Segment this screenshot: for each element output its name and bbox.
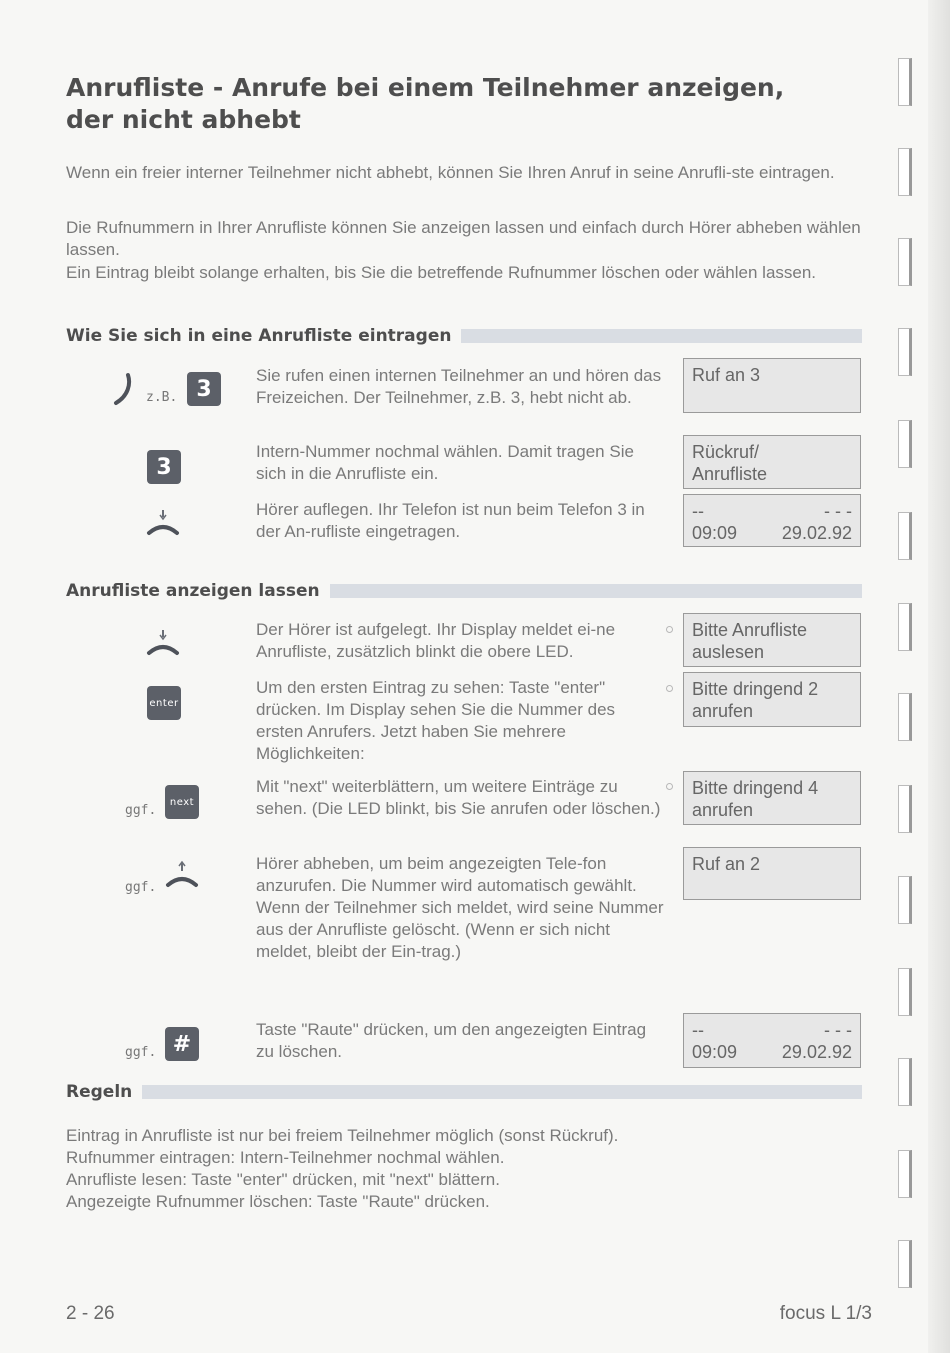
rule-line: Rufnummer eintragen: Intern-Teilnehmer nochmal wählen. bbox=[66, 1148, 505, 1167]
phone-display bbox=[683, 613, 861, 667]
page-title: Anrufliste - Anrufe bei einem Teilnehmer anzeigen, der nicht abhebt bbox=[66, 73, 785, 134]
led-indicator-icon bbox=[666, 783, 673, 790]
register-tab bbox=[898, 328, 912, 376]
step-prefix: ggf. bbox=[125, 880, 157, 895]
display-dashes-left: -- bbox=[692, 1020, 704, 1040]
section-bar bbox=[461, 329, 862, 343]
phone-display bbox=[683, 771, 861, 825]
display-time: 09:09 bbox=[692, 1042, 738, 1062]
phone-display bbox=[683, 847, 861, 900]
display-line-1: Ruf an 2 bbox=[692, 854, 761, 874]
register-tab bbox=[898, 785, 912, 833]
section-heading-label: Anrufliste anzeigen lassen bbox=[66, 581, 320, 601]
step-prefix: ggf. bbox=[125, 803, 157, 818]
step-text: Der Hörer ist aufgelegt. Ihr Display meldet ei-ne Anrufliste, zusätzlich blinkt die obere LED. bbox=[256, 620, 616, 661]
rule-line: Angezeigte Rufnummer löschen: Taste "Raute" drücken. bbox=[66, 1192, 490, 1211]
register-tab bbox=[898, 693, 912, 741]
phone-display bbox=[683, 358, 861, 413]
section-heading-anzeigen bbox=[66, 581, 862, 601]
step-text: Hörer abheben, um beim angezeigten Tele-fon anzurufen. Die Nummer wird automatisch gewählt. Wenn der Teilnehmer sich meldet, wird seine Nummer aus der Anrufliste gelöscht. (Wenn er sich nicht meldet, bleibt der Ein-trag.) bbox=[256, 854, 664, 961]
key-3-icon: 3 bbox=[187, 372, 221, 406]
register-tab bbox=[898, 968, 912, 1016]
display-line-1 bbox=[692, 1019, 852, 1041]
register-tab bbox=[898, 876, 912, 924]
phone-display bbox=[683, 1013, 861, 1068]
display-line-2: anrufen bbox=[692, 800, 754, 820]
register-tab bbox=[898, 1058, 912, 1106]
display-line-1 bbox=[692, 500, 852, 522]
register-tab bbox=[898, 603, 912, 651]
register-tab bbox=[898, 420, 912, 468]
step-text: Taste "Raute" drücken, um den angezeigten Eintrag zu löschen. bbox=[256, 1020, 647, 1061]
display-date: 29.02.92 bbox=[781, 1042, 852, 1062]
display-line-1: Ruf an 3 bbox=[692, 365, 761, 385]
handset-pickup-icon bbox=[164, 860, 200, 890]
section-heading-label: Regeln bbox=[66, 1082, 133, 1102]
hash-key-icon: # bbox=[165, 1027, 199, 1061]
page-edge bbox=[928, 0, 950, 1353]
register-tab bbox=[898, 148, 912, 196]
led-indicator-icon bbox=[666, 685, 673, 692]
intro-paragraph-1: Wenn ein freier interner Teilnehmer nicht abhebt, können Sie Ihren Anruf in seine Anrufli-ste eintragen. bbox=[66, 163, 835, 182]
enter-key-icon: enter bbox=[147, 686, 181, 720]
display-line-2 bbox=[692, 1041, 852, 1063]
intro-paragraph-3: Ein Eintrag bleibt solange erhalten, bis Sie die betreffende Rufnummer löschen oder wählen lassen. bbox=[66, 263, 817, 282]
phone-display bbox=[683, 435, 861, 489]
display-line-1: Bitte Anrufliste bbox=[692, 620, 808, 640]
step-text: Intern-Nummer nochmal wählen. Damit tragen Sie sich in die Anrufliste ein. bbox=[256, 442, 634, 483]
display-dashes-right: - - - bbox=[824, 501, 852, 521]
display-line-2: Anrufliste bbox=[692, 464, 768, 484]
phone-display bbox=[683, 672, 861, 727]
step-text: Um den ersten Eintrag zu sehen: Taste "enter" drücken. Im Display sehen Sie die Nummer des ersten Anrufers. Jetzt haben Sie mehrere Möglichkeiten: bbox=[256, 678, 616, 763]
section-heading-eintragen bbox=[66, 326, 862, 346]
display-dashes-left: -- bbox=[692, 501, 704, 521]
step-prefix: z.B. bbox=[146, 390, 178, 405]
key-3-icon: 3 bbox=[147, 450, 181, 484]
section-heading-label: Wie Sie sich in eine Anrufliste eintragen bbox=[66, 326, 452, 346]
led-indicator-icon bbox=[666, 626, 673, 633]
product-name: focus L 1/3 bbox=[779, 1303, 872, 1324]
display-line-2: auslesen bbox=[692, 642, 765, 662]
section-bar bbox=[330, 584, 862, 598]
step-text: Sie rufen einen internen Teilnehmer an und hören das Freizeichen. Der Teilnehmer, z.B. 3, hebt nicht ab. bbox=[256, 366, 662, 407]
display-date: 29.02.92 bbox=[781, 523, 852, 543]
intro-paragraph-2: Die Rufnummern in Ihrer Anrufliste können Sie anzeigen lassen und einfach durch Hörer abheben wählen lassen. bbox=[66, 218, 861, 259]
register-tab bbox=[898, 58, 912, 106]
section-bar bbox=[142, 1085, 862, 1099]
handset-hangup-icon bbox=[145, 628, 181, 658]
step-text: Hörer auflegen. Ihr Telefon ist nun beim Telefon 3 in der An-rufliste eingetragen. bbox=[256, 500, 645, 541]
step-text: Mit "next" weiterblättern, um weitere Einträge zu sehen. (Die LED blinkt, bis Sie anrufen oder löschen.) bbox=[256, 777, 661, 818]
display-line-2: anrufen bbox=[692, 701, 754, 721]
display-time: 09:09 bbox=[692, 523, 738, 543]
display-line-1: Rückruf/ bbox=[692, 442, 760, 462]
handset-lifted-icon bbox=[112, 372, 136, 406]
display-dashes-right: - - - bbox=[824, 1020, 852, 1040]
section-heading-regeln bbox=[66, 1082, 862, 1102]
register-tab bbox=[898, 1150, 912, 1198]
phone-display bbox=[683, 494, 861, 547]
rule-line: Eintrag in Anrufliste ist nur bei freiem Teilnehmer möglich (sonst Rückruf). bbox=[66, 1126, 619, 1145]
display-line-1: Bitte dringend 2 bbox=[692, 679, 819, 699]
page-number: 2 - 26 bbox=[66, 1303, 115, 1324]
register-tab bbox=[898, 238, 912, 286]
register-tab bbox=[898, 1240, 912, 1288]
register-tab bbox=[898, 512, 912, 560]
next-key-icon: next bbox=[165, 785, 199, 819]
handset-hangup-icon bbox=[145, 508, 181, 538]
step-prefix: ggf. bbox=[125, 1045, 157, 1060]
rule-line: Anrufliste lesen: Taste "enter" drücken, mit "next" blättern. bbox=[66, 1170, 500, 1189]
display-line-1: Bitte dringend 4 bbox=[692, 778, 819, 798]
display-line-2 bbox=[692, 522, 852, 544]
